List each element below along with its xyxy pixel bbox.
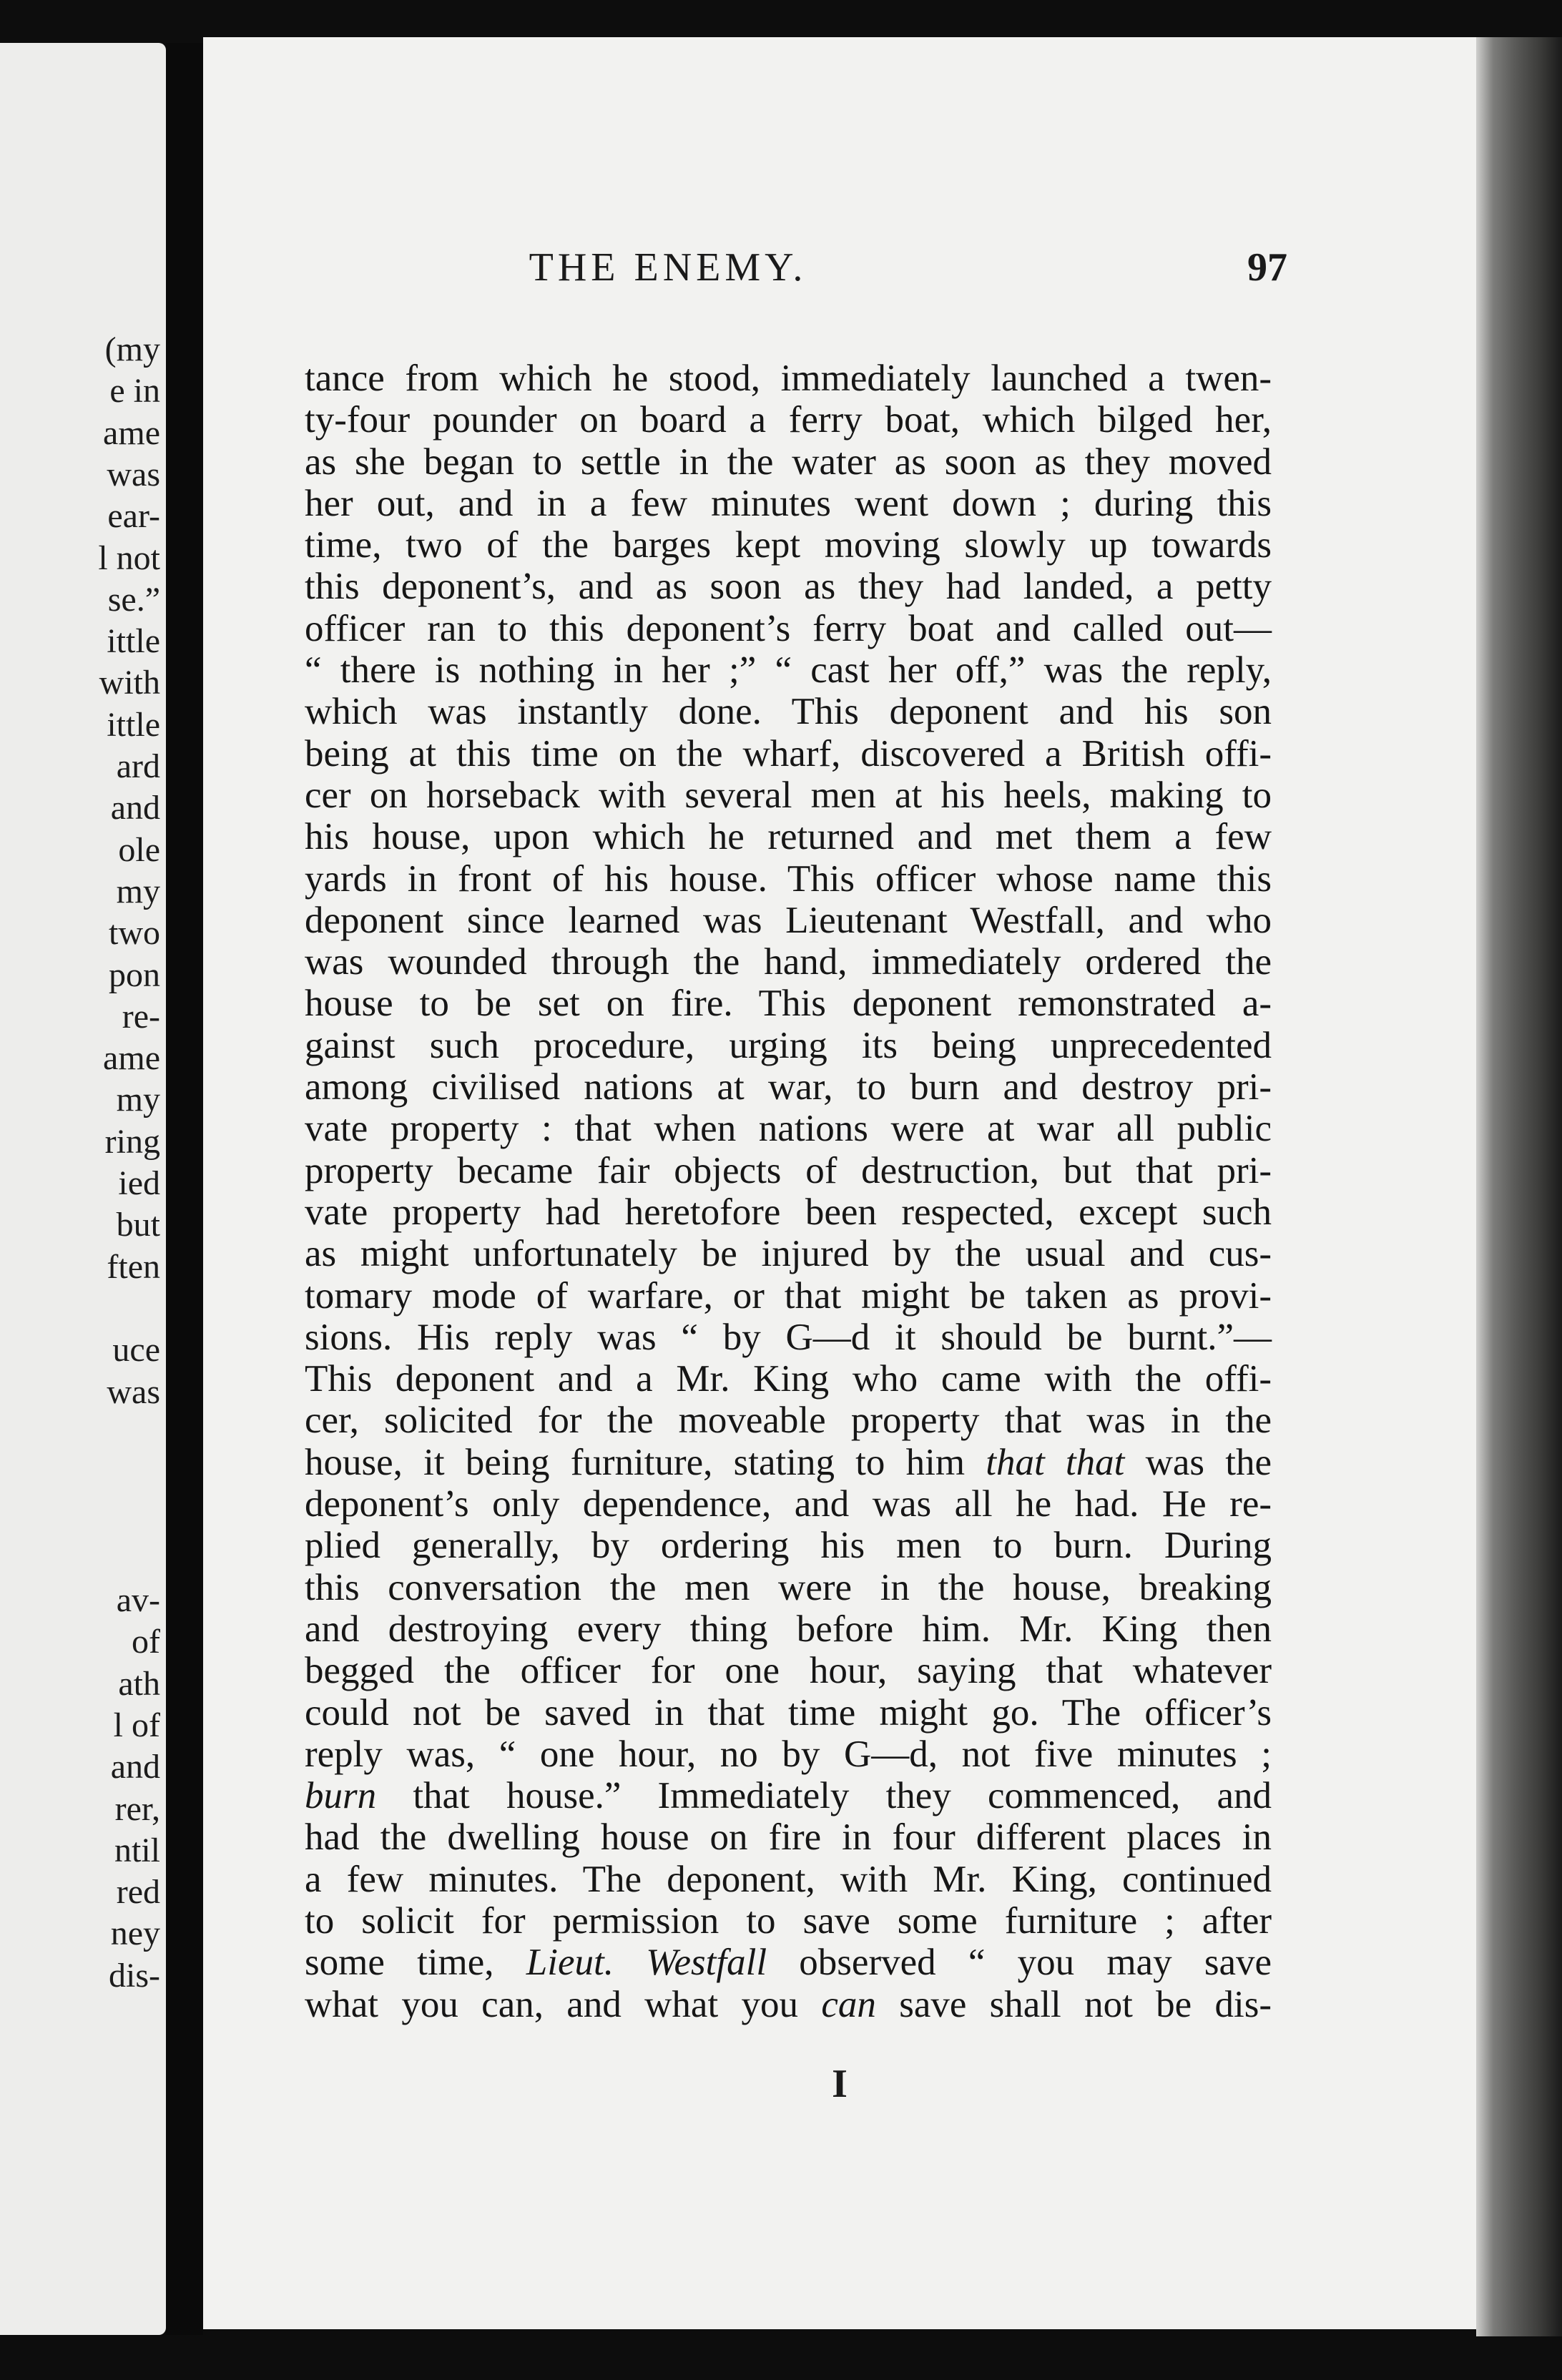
text-line: gainst such procedure, urging its being unprecedented	[305, 1024, 1272, 1066]
facing-page-left	[0, 43, 166, 2335]
text-line: as might unfortunately be injured by the usual and cus-	[305, 1233, 1272, 1275]
text-line: deponent’s only dependence, and was all he had. He re-	[305, 1483, 1272, 1525]
facing-page-fragment: ney	[110, 1914, 160, 1953]
facing-page-fragment: ied	[118, 1164, 160, 1202]
text-line: This deponent and a Mr. King who came with the offi-	[305, 1358, 1272, 1400]
text-line: deponent since learned was Lieutenant Westfall, and who	[305, 899, 1272, 941]
book-page	[203, 37, 1476, 2329]
text-line: reply was, “ one hour, no by G—d, not five minutes ;	[305, 1733, 1272, 1775]
body-text	[305, 358, 1272, 2025]
text-line: could not be saved in that time might go. The officer’s	[305, 1691, 1272, 1734]
facing-page-fragment: uce	[112, 1331, 160, 1370]
text-line: vate property : that when nations were at war all public	[305, 1108, 1272, 1150]
text-line: among civilised nations at war, to burn and destroy pri-	[305, 1066, 1272, 1108]
signature-mark: I	[832, 2062, 848, 2106]
facing-page-fragment: (my	[104, 330, 160, 368]
facing-page-fragment: two	[109, 914, 160, 953]
facing-page-fragment: of	[132, 1623, 160, 1661]
text-line: plied generally, by ordering his men to burn. During	[305, 1525, 1272, 1567]
text-line: time, two of the barges kept moving slowly up towards	[305, 524, 1272, 566]
facing-page-fragment: ntil	[114, 1831, 160, 1869]
text-line: and destroying every thing before him. Mr. King then	[305, 1608, 1272, 1650]
facing-page-fragment: ear-	[107, 497, 160, 536]
text-line: being at this time on the wharf, discovered a British offi-	[305, 732, 1272, 775]
facing-page-fragment: e in	[109, 372, 160, 410]
text-line: tance from which he stood, immediately launched a twen-	[305, 358, 1272, 399]
facing-page-fragment: was	[107, 1372, 160, 1411]
text-line: ty-four pounder on board a ferry boat, which bilged her,	[305, 399, 1272, 441]
facing-page-fragment: pon	[109, 955, 160, 994]
text-line: vate property had heretofore been respected, except such	[305, 1191, 1272, 1233]
facing-page-fragment: ame	[103, 413, 160, 452]
text-line: yards in front of his house. This officer whose name this	[305, 857, 1272, 900]
facing-page-fragment: dis-	[109, 1956, 160, 1995]
facing-page-fragment: my	[116, 1081, 160, 1119]
facing-page-fragment: ame	[103, 1039, 160, 1078]
facing-page-fragment: se.”	[107, 580, 160, 619]
facing-page-fragment: but	[116, 1206, 160, 1244]
facing-page-fragment: ard	[116, 747, 160, 785]
text-line: house to be set on fire. This deponent remonstrated a-	[305, 983, 1272, 1025]
text-line: tomary mode of warfare, or that might be taken as provi-	[305, 1274, 1272, 1317]
facing-page-fragment: rer,	[114, 1789, 160, 1828]
facing-page-fragment: was	[107, 455, 160, 493]
text-line: cer, solicited for the moveable property that was in the	[305, 1400, 1272, 1442]
text-line: cer on horseback with several men at his heels, making to	[305, 774, 1272, 816]
text-line: this conversation the men were in the house, breaking	[305, 1566, 1272, 1608]
page-header	[203, 245, 1476, 302]
text-line: burn that house.” Immediately they commenced, and	[305, 1775, 1272, 1817]
text-line: property became fair objects of destruction, but that pri-	[305, 1149, 1272, 1191]
running-head: THE ENEMY.	[529, 245, 807, 290]
facing-page-fragment: and	[110, 789, 160, 827]
text-line: to solicit for permission to save some furniture ; after	[305, 1899, 1272, 1942]
facing-page-fragment: l of	[113, 1706, 160, 1744]
page-number: 97	[1247, 245, 1287, 290]
text-line: a few minutes. The deponent, with Mr. King, continued	[305, 1858, 1272, 1900]
facing-page-fragment: with	[99, 664, 160, 702]
text-line: this deponent’s, and as soon as they had landed, a petty	[305, 566, 1272, 608]
facing-page-fragment: ath	[118, 1664, 160, 1703]
text-line: as she began to settle in the water as soon as they moved	[305, 441, 1272, 483]
text-line: her out, and in a few minutes went down ; during this	[305, 482, 1272, 524]
text-line: begged the officer for one hour, saying that whatever	[305, 1650, 1272, 1692]
text-line: “ there is nothing in her ;” “ cast her off,” was the reply,	[305, 649, 1272, 692]
text-line: some time, Lieut. Westfall observed “ you may save	[305, 1942, 1272, 1984]
text-line: which was instantly done. This deponent and his son	[305, 691, 1272, 733]
facing-page-fragment: ittle	[107, 622, 160, 661]
facing-page-fragment: red	[116, 1873, 160, 1912]
facing-page-fragment: ring	[104, 1122, 160, 1161]
text-line: was wounded through the hand, immediately ordered the	[305, 941, 1272, 983]
facing-page-fragment: ittle	[107, 705, 160, 744]
facing-page-fragment: av-	[116, 1581, 160, 1619]
text-line: sions. His reply was “ by G—d it should be burnt.”—	[305, 1316, 1272, 1358]
text-line: officer ran to this deponent’s ferry boat and called out—	[305, 607, 1272, 649]
text-line: house, it being furniture, stating to him that that was the	[305, 1441, 1272, 1483]
text-line: what you can, and what you can save shall not be dis-	[305, 1983, 1272, 2025]
facing-page-fragment: ften	[107, 1247, 160, 1286]
page-block-edge	[1476, 37, 1562, 2336]
book-gutter	[166, 43, 203, 2335]
text-line: had the dwelling house on fire in four different places in	[305, 1816, 1272, 1859]
text-line: his house, upon which he returned and met them a few	[305, 816, 1272, 858]
facing-page-fragment: l not	[98, 539, 160, 577]
facing-page-fragment: and	[110, 1748, 160, 1786]
facing-page-fragment: re-	[122, 997, 160, 1036]
facing-page-fragment: ole	[118, 830, 160, 869]
facing-page-fragment: my	[116, 872, 160, 910]
